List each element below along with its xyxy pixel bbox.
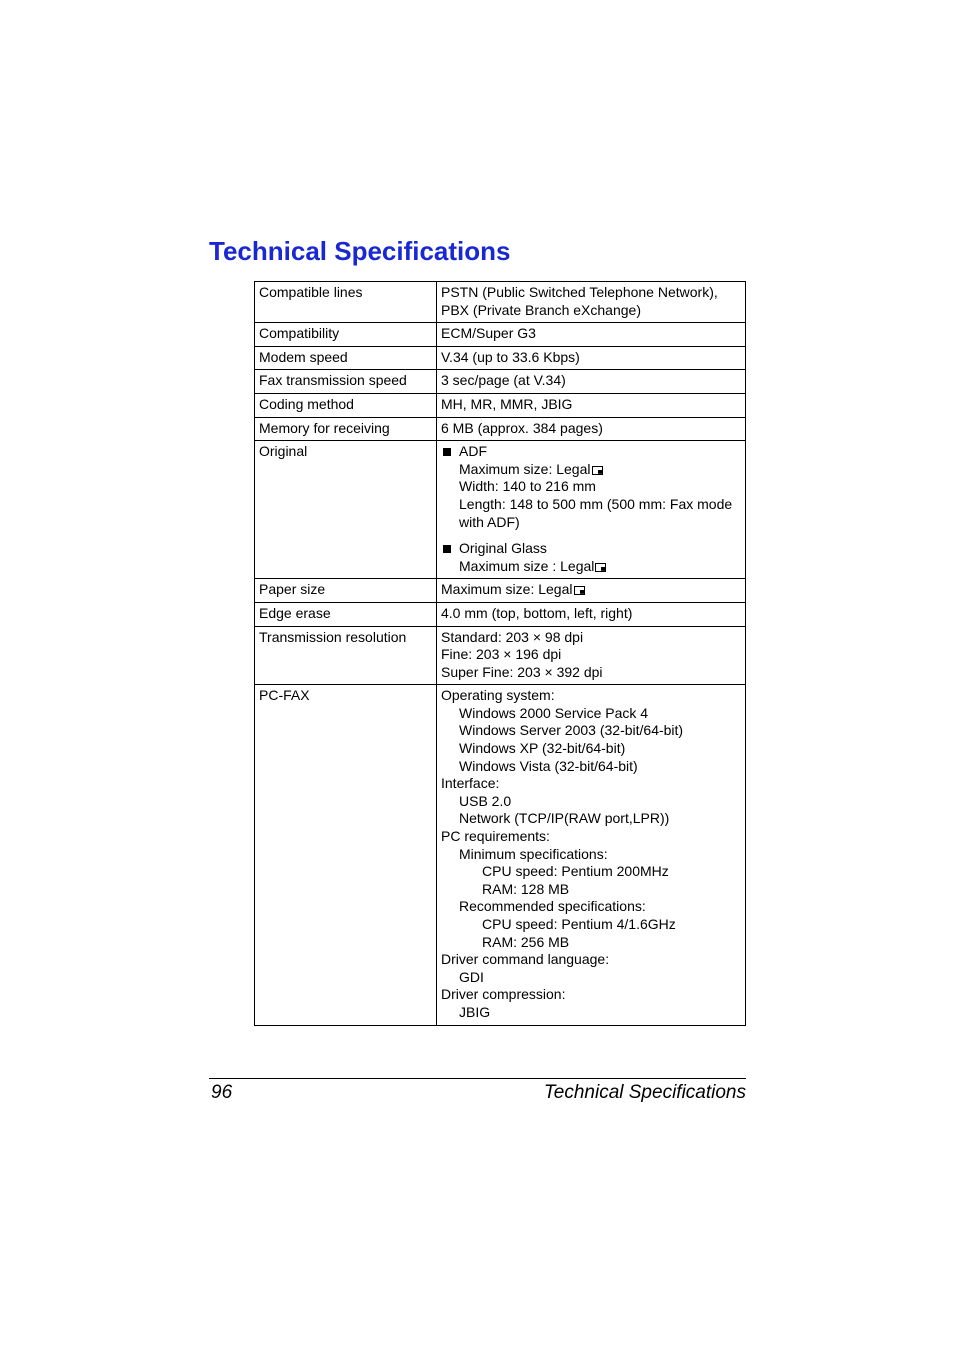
spec-line: Maximum size : Legal	[459, 558, 606, 574]
spec-label: Transmission resolution	[255, 626, 437, 685]
spec-table	[254, 281, 746, 1026]
spec-line: Super Fine: 203 × 392 dpi	[441, 663, 603, 680]
table-row	[255, 282, 746, 323]
spec-label: Compatible lines	[255, 282, 437, 323]
spec-heading: Operating system:	[441, 687, 555, 704]
spec-value: ECM/Super G3	[437, 323, 746, 347]
spec-label: Coding method	[255, 393, 437, 417]
spec-value: V.34 (up to 33.6 Kbps)	[437, 346, 746, 370]
spec-heading: Driver command language:	[441, 951, 610, 968]
spec-subheading: Recommended specifications:	[459, 898, 646, 915]
square-bullet-icon	[443, 448, 451, 456]
spec-line: RAM: 128 MB	[482, 880, 570, 897]
spec-label: Paper size	[255, 579, 437, 603]
spec-label: Compatibility	[255, 323, 437, 347]
bullet-title: ADF	[459, 443, 487, 460]
table-row	[255, 579, 746, 603]
spec-line: USB 2.0	[459, 792, 512, 809]
spec-value	[437, 282, 746, 323]
spec-value: 3 sec/page (at V.34)	[437, 370, 746, 394]
bullet-title: Original Glass	[459, 540, 547, 557]
table-row	[255, 417, 746, 441]
spec-value	[437, 579, 746, 603]
spec-line: Length: 148 to 500 mm (500 mm: Fax mode	[459, 495, 733, 512]
spec-subheading: Minimum specifications:	[459, 845, 608, 862]
table-row	[255, 323, 746, 347]
spec-line: Fine: 203 × 196 dpi	[441, 646, 562, 663]
spec-label: Edge erase	[255, 602, 437, 626]
spec-line: RAM: 256 MB	[482, 933, 570, 950]
spec-value: 4.0 mm (top, bottom, left, right)	[437, 602, 746, 626]
spec-line: Windows 2000 Service Pack 4	[459, 704, 649, 721]
spec-label: Fax transmission speed	[255, 370, 437, 394]
spec-label: Modem speed	[255, 346, 437, 370]
spec-line: Windows Vista (32-bit/64-bit)	[459, 757, 638, 774]
spec-line: Maximum size: Legal	[459, 461, 603, 477]
spec-line: CPU speed: Pentium 4/1.6GHz	[482, 916, 676, 932]
table-row	[255, 393, 746, 417]
spec-label: PC-FAX	[255, 685, 437, 1025]
spec-line: CPU speed: Pentium 200MHz	[482, 863, 669, 880]
page-number: 96	[211, 1082, 233, 1103]
bullet-item	[441, 540, 741, 575]
spec-heading: PC requirements:	[441, 828, 550, 845]
spec-value	[437, 626, 746, 685]
spec-value	[437, 685, 746, 1025]
page-title: Technical Specifications	[209, 236, 511, 266]
spec-line: Width: 140 to 216 mm	[459, 478, 596, 495]
table-row	[255, 346, 746, 370]
spec-label: Original	[255, 441, 437, 579]
spec-value: 6 MB (approx. 384 pages)	[437, 417, 746, 441]
square-bullet-icon	[443, 545, 451, 553]
spec-label: Memory for receiving	[255, 417, 437, 441]
table-row	[255, 602, 746, 626]
table-row	[255, 370, 746, 394]
spec-line: PSTN (Public Switched Telephone Network),	[441, 284, 718, 300]
spec-line: GDI	[459, 968, 484, 985]
spec-line: Network (TCP/IP(RAW port,LPR))	[459, 810, 670, 827]
spec-heading: Interface:	[441, 775, 500, 792]
spec-line: JBIG	[459, 1003, 491, 1020]
footer-divider	[209, 1078, 746, 1079]
spec-line: Windows XP (32-bit/64-bit)	[459, 740, 626, 757]
spec-line: PBX (Private Branch eXchange)	[441, 301, 641, 318]
bullet-item	[441, 443, 741, 531]
spec-value: MH, MR, MMR, JBIG	[437, 393, 746, 417]
table-row	[255, 441, 746, 579]
spec-line: Standard: 203 × 98 dpi	[441, 628, 584, 645]
table-row	[255, 626, 746, 685]
spec-line: Maximum size: Legal	[441, 581, 585, 597]
footer-title: Technical Specifications	[543, 1082, 746, 1103]
spec-line: Windows Server 2003 (32-bit/64-bit)	[459, 722, 684, 739]
spec-value	[437, 441, 746, 579]
spec-line: with ADF)	[459, 513, 520, 530]
table-row	[255, 685, 746, 1025]
spec-heading: Driver compression:	[441, 986, 566, 1003]
